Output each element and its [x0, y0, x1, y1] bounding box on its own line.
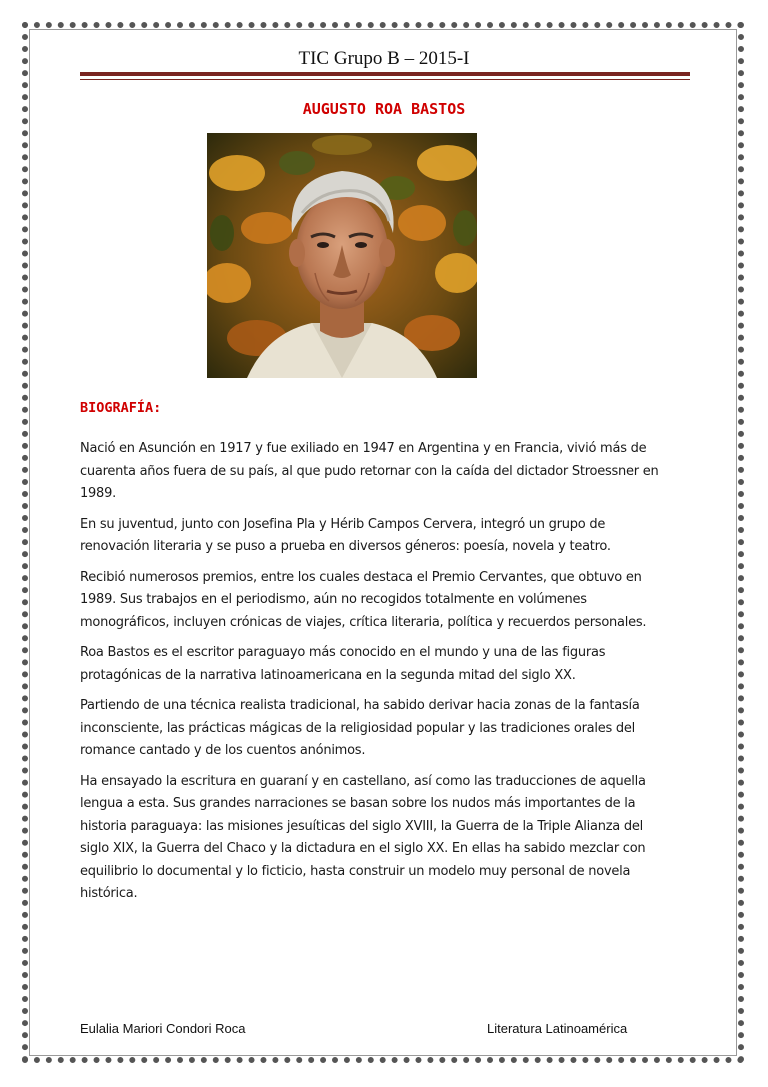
- header-rule-thin: [80, 79, 690, 80]
- paragraph: Recibió numerosos premios, entre los cuales destaca el Premio Cervantes, que obtuvo en 1989. Sus trabajos en el periodismo, aún no recogidos totalmente en volúmenes monográficos, incluyen crónicas de viajes, crítica literaria, política y recuerdos personales.: [80, 569, 647, 630]
- footer-author: Eulalia Mariori Condori Roca: [80, 1021, 246, 1036]
- document-title: AUGUSTO ROA BASTOS: [302, 100, 466, 118]
- paragraph: En su juventud, junto con Josefina Pla y Hérib Campos Cervera, integró un grupo de renovación literaria y se puso a prueba en diversos géneros: poesía, novela y teatro.: [80, 516, 611, 554]
- section-heading-biografia: BIOGRAFÍA:: [80, 400, 162, 416]
- paragraph: Nació en Asunción en 1917 y fue exiliado en 1947 en Argentina y en Francia, vivió más de cuarenta años fuera de su país, al que pudo retornar con la caída del dictador Stroessner en 1989.: [80, 441, 659, 501]
- author-portrait: [207, 133, 477, 378]
- header-rule-thick: [80, 72, 690, 76]
- paragraph: Roa Bastos es el escritor paraguayo más conocido en el mundo y una de las figuras protagónicas de la narrativa latinoamericana en la segunda mitad del siglo XX.: [80, 645, 606, 683]
- biography-body: [80, 438, 672, 914]
- header-title: TIC Grupo B – 2015-I: [298, 48, 470, 69]
- paragraph: Partiendo de una técnica realista tradicional, ha sabido derivar hacia zonas de la fantasía inconsciente, las prácticas mágicas de la religiosidad popular y las tradiciones orales del romance cantado y de los cuentos anónimos.: [80, 698, 640, 758]
- paragraph: Ha ensayado la escritura en guaraní y en castellano, así como las traducciones de aquella lengua a esta. Sus grandes narraciones se basan sobre los nudos más importantes de la historia paraguaya: las misiones jesuíticas del siglo XVIII, la Guerra de la Triple Alianza del siglo XIX, la Guerra del Chaco y la dictadura en el siglo XX. En ellas ha sabido mezclar con equilibrio lo documental y lo ficticio, hasta construir un modelo muy personal de novela histórica.: [80, 773, 646, 901]
- footer-subject: Literatura Latinoamérica: [487, 1021, 628, 1036]
